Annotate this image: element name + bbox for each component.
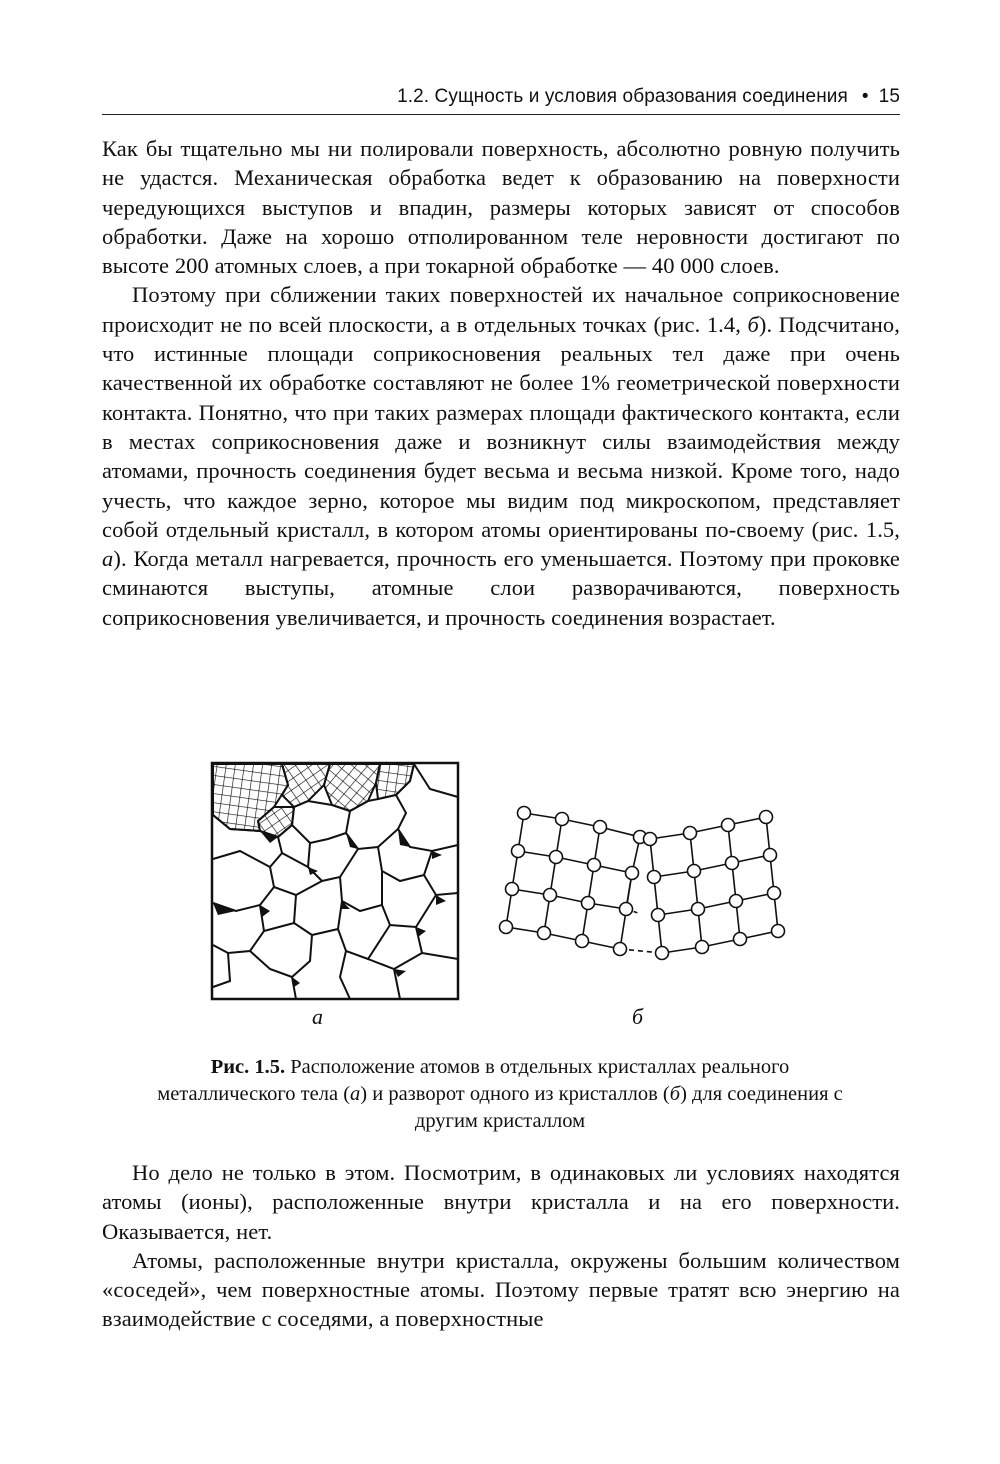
figure-1-5 xyxy=(200,755,800,1035)
figure-label-b: б xyxy=(632,1004,644,1029)
lattice-atoms xyxy=(500,807,785,960)
page-number: 15 xyxy=(878,86,900,107)
header-rule xyxy=(102,114,900,115)
header-separator: • xyxy=(861,86,869,107)
paragraph-4: Атомы, расположенные внутри кристалла, окружены большим количеством «соседей», чем поверхностные атомы. Поэтому первые тратят всю энергию на взаимодействие с соседями, а поверхностные xyxy=(102,1247,900,1332)
paragraph-3: Но дело не только в этом. Посмотрим, в одинаковых ли условиях находятся атомы (ионы), расположенные внутри кристалла и на его поверхности. Оказывается, нет. xyxy=(102,1160,900,1244)
paragraph-2-part: Поэтому при сближении таких поверхностей их начальное соприкосновение происходит не по всей плоскости, а в отдельных точках (рис. 1.4, xyxy=(102,282,900,337)
paragraph-2-italic: а xyxy=(102,546,114,572)
body-text-top xyxy=(102,134,900,632)
paragraph-2-italic: б xyxy=(747,311,759,337)
caption-italic: б xyxy=(669,1083,681,1105)
section-title: 1.2. Сущность и условия образования соединения xyxy=(397,86,848,107)
paragraph-2 xyxy=(102,280,900,632)
caption-number: Рис. 1.5. xyxy=(210,1056,286,1078)
caption-text: ) и разворот одного из кристаллов ( xyxy=(360,1083,670,1105)
paragraph-2-part: ). Когда металл нагревается, прочность его уменьшается. Поэтому при проковке сминаются выступы, атомные слои разворачиваются, поверхность соприкосновения увеличивается, и прочность соединения возрастает. xyxy=(102,546,900,630)
figure-b-lattice xyxy=(500,807,785,960)
figure-label-a: а xyxy=(312,1004,323,1029)
caption-text: ) для соединения с другим кристаллом xyxy=(414,1083,843,1132)
figure-caption xyxy=(150,1054,850,1135)
body-text-bottom xyxy=(102,1158,900,1334)
figure-a-grains xyxy=(212,763,458,999)
paragraph-1: Как бы тщательно мы ни полировали поверхность, абсолютно ровную получить не удастся. Механическая обработка ведет к образованию на поверхности чередующихся выступов и впадин, размеры которых зависят от способов обработки. Даже на хорошо отполированном теле неровности достигают по высоте 200 атомных слоев, а при токарной обработке — 40 000 слоев. xyxy=(102,136,900,279)
caption-text: Расположение атомов в отдельных кристаллах реального металлического тела ( xyxy=(157,1056,790,1105)
caption-italic: а xyxy=(350,1083,361,1105)
paragraph-2-part: ). Подсчитано, что истинные площади соприкосновения реальных тел даже при очень качественной их обработке составляют не более 1% геометрической поверхности контакта. Понятно, что при таких размерах площади фактического контакта, если в местах соприкосновения даже и возникнут силы взаимодействия между атомами, прочность соединения будет весьма и весьма низкой. Кроме того, надо учесть, что каждое зерно, которое мы видим под микроскопом, представляет собой отдельный кристалл, в котором атомы ориентированы по-своему (рис. 1.5, xyxy=(102,311,900,542)
running-head xyxy=(102,86,900,108)
